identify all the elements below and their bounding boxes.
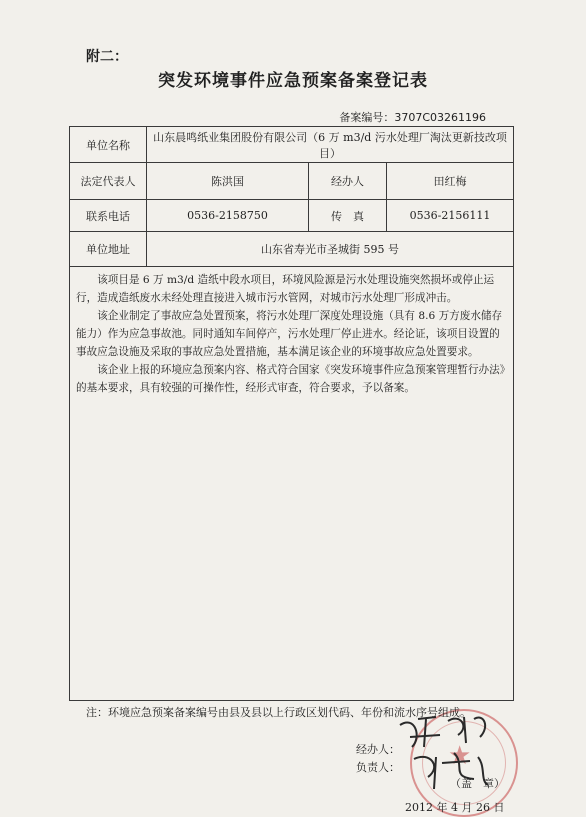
- record-number: 备案编号：3707C03261196: [339, 111, 486, 124]
- paragraph-measures: 该企业制定了事故应急处置预案，将污水处理厂深度处理设施（具有 8.6 万方废水储存能力）作为应急事故池。同时通知车间停产，污水处理厂停止进水。经论证，该项目设置的事故应急设施及采取的事故应急处置措施，基本满足该企业的环境事故应急处置要求。: [76, 310, 503, 358]
- handler-sign-label: 经办人：: [356, 743, 400, 756]
- legal-rep-value: 陈洪国: [147, 163, 309, 200]
- sign-date: 2012 年 4 月 26 日: [405, 801, 505, 814]
- row-contact: [70, 200, 514, 232]
- seal-star-icon: ★: [448, 741, 472, 771]
- paragraph-conclusion: 该企业上报的环境应急预案内容、格式符合国家《突发环境事件应急预案管理暂行办法》的基本要求，具有较强的可操作性，经形式审查，符合要求，予以备案。: [76, 364, 506, 394]
- address-value: 山东省寿光市圣城街 595 号: [147, 232, 514, 267]
- handler-label: 经办人: [309, 163, 387, 200]
- footer-note: 注：环境应急预案备案编号由县及县以上行政区划代码、年份和流水序号组成。: [86, 706, 471, 719]
- row-legal-rep: [70, 163, 514, 200]
- paragraph-risk: 该项目是 6 万 m3/d 造纸中段水项目，环境风险源是污水处理设施突然损坏或停止运行，造成造纸废水未经处理直接进入城市污水管网，对城市污水处理厂形成冲击。: [76, 274, 495, 304]
- address-label: 单位地址: [70, 232, 147, 267]
- stamp-label: （盖 章）: [450, 777, 505, 790]
- phone-value: 0536-2158750: [147, 200, 309, 232]
- fax-value: 0536-2156111: [387, 200, 514, 232]
- row-address: [70, 232, 514, 267]
- responsible-sign-label: 负责人：: [356, 761, 400, 774]
- row-unit-name: [70, 127, 514, 163]
- phone-label: 联系电话: [70, 200, 147, 232]
- fax-label: 传 真: [309, 200, 387, 232]
- row-review-body: [70, 267, 514, 701]
- unit-name-value: 山东晨鸣纸业集团股份有限公司（6 万 m3/d 污水处理厂淘汰更新技改项目）: [147, 127, 514, 163]
- attachment-label: 附二：: [86, 49, 128, 65]
- document-title: 突发环境事件应急预案备案登记表: [158, 71, 428, 91]
- unit-name-label: 单位名称: [70, 127, 147, 163]
- handler-value: 田红梅: [387, 163, 514, 200]
- legal-rep-label: 法定代表人: [70, 163, 147, 200]
